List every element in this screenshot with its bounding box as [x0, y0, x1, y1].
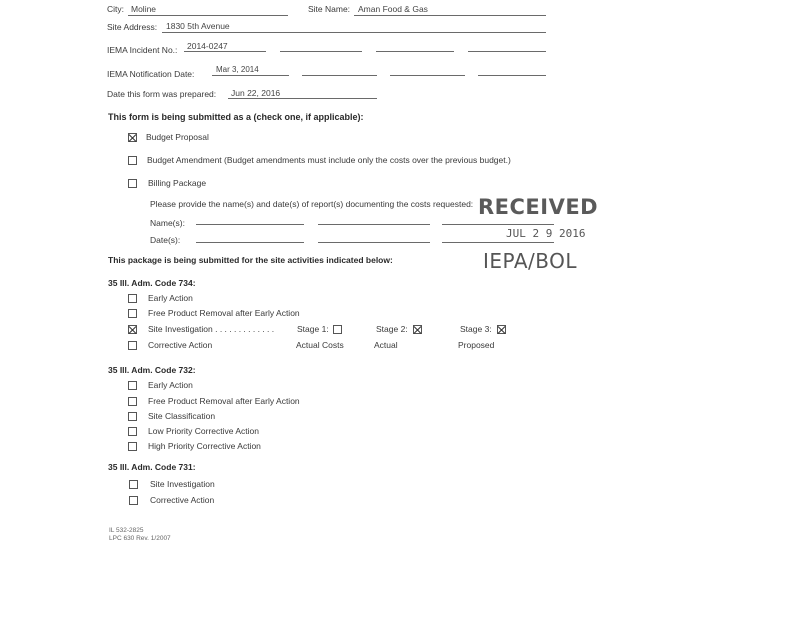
received-stamp-org: IEPA/BOL — [483, 249, 577, 273]
reports-prompt: Please provide the name(s) and date(s) of report(s) documenting the costs requested: — [150, 199, 474, 209]
code-732-title: 35 Ill. Adm. Code 732: — [108, 365, 196, 375]
submission-heading: This form is being submitted as a (check one, if applicable): — [108, 112, 364, 122]
site-name-label: Site Name: — [308, 4, 351, 14]
stage-3-label: Stage 3: — [460, 324, 492, 334]
stage-1-checkbox[interactable] — [333, 325, 342, 334]
report-name-line-2 — [318, 224, 430, 225]
received-stamp-date: JUL 2 9 2016 — [506, 227, 586, 240]
notification-underline-2 — [302, 75, 377, 76]
incident-underline-3 — [376, 51, 454, 52]
c734-corrective-action-checkbox[interactable] — [128, 341, 137, 350]
stage-3-sub: Proposed — [458, 340, 495, 350]
c732-site-classification-checkbox[interactable] — [128, 412, 137, 421]
incident-underline-1 — [184, 51, 266, 52]
received-stamp: RECEIVED — [478, 195, 599, 219]
c731-corrective-action-label: Corrective Action — [150, 495, 215, 505]
code-731-title: 35 Ill. Adm. Code 731: — [108, 462, 196, 472]
notification-underline-3 — [390, 75, 465, 76]
budget-amendment-label: Budget Amendment (Budget amendments must include only the costs over the previous budget.) — [147, 155, 511, 165]
c731-site-investigation-checkbox[interactable] — [129, 480, 138, 489]
budget-amendment-checkbox[interactable] — [128, 156, 137, 165]
billing-package-label: Billing Package — [148, 178, 207, 188]
incident-label: IEMA Incident No.: — [107, 45, 178, 55]
notification-label: IEMA Notification Date: — [107, 69, 195, 79]
city-underline — [128, 15, 288, 16]
c734-site-investigation-label: Site Investigation . . . . . . . . . . . . . — [148, 324, 275, 334]
form-number: IL 532-2825 — [109, 527, 144, 534]
site-name-value: Aman Food & Gas — [358, 4, 428, 14]
report-date-line-1 — [196, 242, 304, 243]
stage-1-label: Stage 1: — [297, 324, 329, 334]
c732-free-product-label: Free Product Removal after Early Action — [148, 396, 300, 406]
notification-underline-4 — [478, 75, 546, 76]
c734-early-action-label: Early Action — [148, 293, 193, 303]
c732-low-priority-label: Low Priority Corrective Action — [148, 426, 260, 436]
incident-underline-4 — [468, 51, 546, 52]
notification-value: Mar 3, 2014 — [216, 65, 259, 74]
c732-site-classification-label: Site Classification — [148, 411, 216, 421]
stage-1-sub: Actual Costs — [296, 340, 344, 350]
site-address-underline — [162, 32, 546, 33]
report-date-line-2 — [318, 242, 430, 243]
c734-free-product-label: Free Product Removal after Early Action — [148, 308, 300, 318]
stage-2-checkbox[interactable] — [413, 325, 422, 334]
budget-proposal-label: Budget Proposal — [146, 132, 209, 142]
c734-corrective-action-label: Corrective Action — [148, 340, 213, 350]
c732-free-product-checkbox[interactable] — [128, 397, 137, 406]
report-name-line-1 — [196, 224, 304, 225]
stage-2-sub: Actual — [374, 340, 398, 350]
report-names-label: Name(s): — [150, 218, 185, 228]
c734-site-investigation-checkbox[interactable] — [128, 325, 137, 334]
report-dates-label: Date(s): — [150, 235, 181, 245]
code-734-title: 35 Ill. Adm. Code 734: — [108, 278, 196, 288]
budget-proposal-checkbox[interactable] — [128, 133, 137, 142]
activities-heading: This package is being submitted for the site activities indicated below: — [108, 255, 393, 265]
c734-free-product-checkbox[interactable] — [128, 309, 137, 318]
incident-underline-2 — [280, 51, 362, 52]
city-value: Moline — [131, 4, 157, 14]
stage-3-checkbox[interactable] — [497, 325, 506, 334]
stage-2-label: Stage 2: — [376, 324, 408, 334]
prepared-underline — [228, 98, 377, 99]
site-name-underline — [354, 15, 546, 16]
c732-high-priority-label: High Priority Corrective Action — [148, 441, 261, 451]
prepared-label: Date this form was prepared: — [107, 89, 217, 99]
site-address-label: Site Address: — [107, 22, 158, 32]
c732-early-action-label: Early Action — [148, 380, 193, 390]
prepared-value: Jun 22, 2016 — [231, 88, 281, 98]
notification-underline-1 — [212, 75, 289, 76]
c732-low-priority-checkbox[interactable] — [128, 427, 137, 436]
report-name-line-3 — [442, 224, 554, 225]
c732-high-priority-checkbox[interactable] — [128, 442, 137, 451]
city-label: City: — [107, 4, 124, 14]
incident-value: 2014-0247 — [187, 41, 228, 51]
c732-early-action-checkbox[interactable] — [128, 381, 137, 390]
form-revision: LPC 630 Rev. 1/2007 — [109, 535, 171, 542]
site-address-value: 1830 5th Avenue — [166, 21, 230, 31]
c731-corrective-action-checkbox[interactable] — [129, 496, 138, 505]
report-date-line-3 — [442, 242, 554, 243]
c731-site-investigation-label: Site Investigation — [150, 479, 215, 489]
billing-package-checkbox[interactable] — [128, 179, 137, 188]
c734-early-action-checkbox[interactable] — [128, 294, 137, 303]
